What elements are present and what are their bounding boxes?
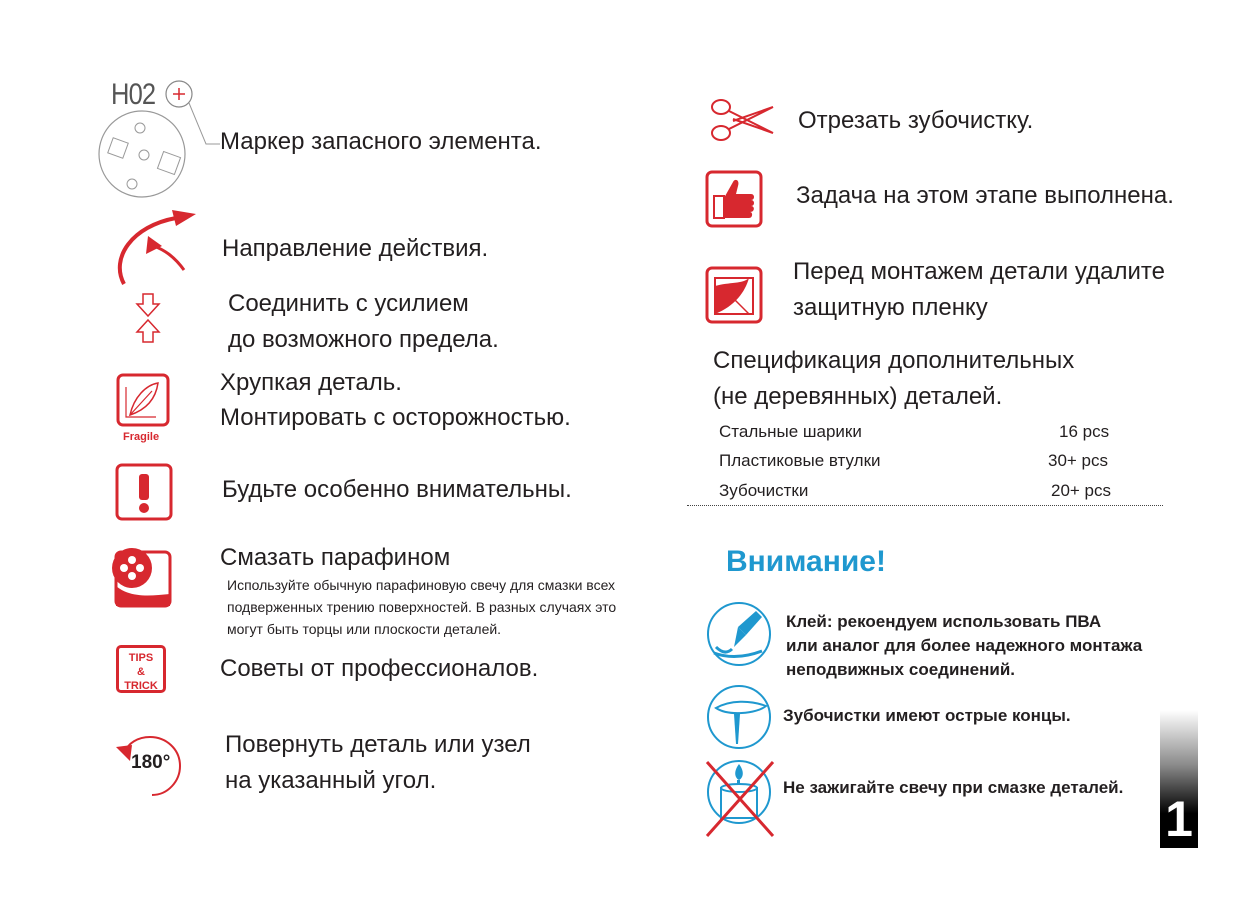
- tips-text: Советы от профессионалов.: [220, 655, 539, 682]
- candle-text: Не зажигайте свечу при смазке деталей.: [783, 778, 1124, 797]
- press-text-line1: Соединить с усилием: [228, 290, 469, 317]
- done-text: Задача на этом этапе выполнена.: [796, 182, 1174, 209]
- spec-divider: [687, 505, 1163, 506]
- glue-bottle-icon: [706, 601, 772, 667]
- spare-part-code: H02: [111, 78, 156, 111]
- tips-word-1: TIPS: [128, 652, 154, 664]
- glue-text-line3: неподвижных соединений.: [786, 660, 1016, 679]
- spec-row-name: Зубочистки: [719, 481, 809, 500]
- wax-desc-line2: подверженных трению поверхностей. В разных случаях это: [227, 599, 617, 615]
- protective-film-icon: [705, 266, 763, 324]
- spec-title-line2: (не деревянных) деталей.: [713, 383, 1003, 410]
- scissors-icon: [709, 97, 775, 143]
- cut-text: Отрезать зубочистку.: [798, 107, 1034, 134]
- page-number-tab: [1160, 710, 1198, 848]
- spare-part-marker-icon: [98, 78, 223, 200]
- tips-word-3: TRICK: [124, 680, 158, 692]
- wax-lubricate-icon: [110, 548, 174, 610]
- glue-text-line2: или аналог для более надежного монтажа: [786, 636, 1143, 655]
- exclamation-icon: [115, 463, 173, 521]
- fragile-text-line1: Хрупкая деталь.: [220, 369, 402, 396]
- no-candle-icon: [703, 756, 777, 838]
- spec-row-qty: 20+ pcs: [1051, 481, 1112, 500]
- attention-text: Будьте особенно внимательны.: [222, 476, 572, 503]
- direction-arrow-icon: [110, 208, 202, 286]
- warning-title: Внимание!: [726, 545, 886, 578]
- page-number: 1: [1165, 791, 1193, 847]
- glue-text-line1: Клей: рекоендуем использовать ПВА: [786, 612, 1102, 631]
- film-text-line2: защитную пленку: [793, 294, 988, 321]
- press-text-line2: до возможного предела.: [228, 326, 499, 353]
- film-text-line1: Перед монтажем детали удалите: [793, 258, 1165, 285]
- rotate-text-line1: Повернуть деталь или узел: [225, 731, 531, 758]
- toothpick-sharp-icon: [706, 684, 772, 750]
- spec-row-name: Пластиковые втулки: [719, 451, 881, 470]
- direction-text: Направление действия.: [222, 235, 489, 262]
- spare-part-text: Маркер запасного элемента.: [220, 128, 542, 155]
- tips-trick-icon: [116, 645, 166, 693]
- press-arrows-icon: [135, 292, 161, 344]
- spec-row-name: Стальные шарики: [719, 422, 862, 441]
- wax-desc-line3: могут быть торцы или плоскости деталей.: [227, 621, 502, 637]
- fragile-leaf-icon: [116, 373, 172, 431]
- fragile-label: Fragile: [123, 431, 160, 443]
- toothpick-text: Зубочистки имеют острые концы.: [783, 706, 1071, 725]
- spec-row-qty: 30+ pcs: [1048, 451, 1109, 470]
- thumbs-up-icon: [705, 170, 763, 228]
- spec-row-qty: 16 pcs: [1059, 422, 1110, 441]
- fragile-text-line2: Монтировать с осторожностью.: [220, 404, 571, 431]
- tips-word-2: &: [137, 666, 145, 678]
- wax-title: Смазать парафином: [220, 544, 451, 571]
- wax-desc-line1: Используйте обычную парафиновую свечу для смазки всех: [227, 577, 616, 593]
- rotate-text-line2: на указанный угол.: [225, 767, 437, 794]
- spec-title-line1: Спецификация дополнительных: [713, 347, 1075, 374]
- rotate-angle-label: 180°: [131, 752, 171, 773]
